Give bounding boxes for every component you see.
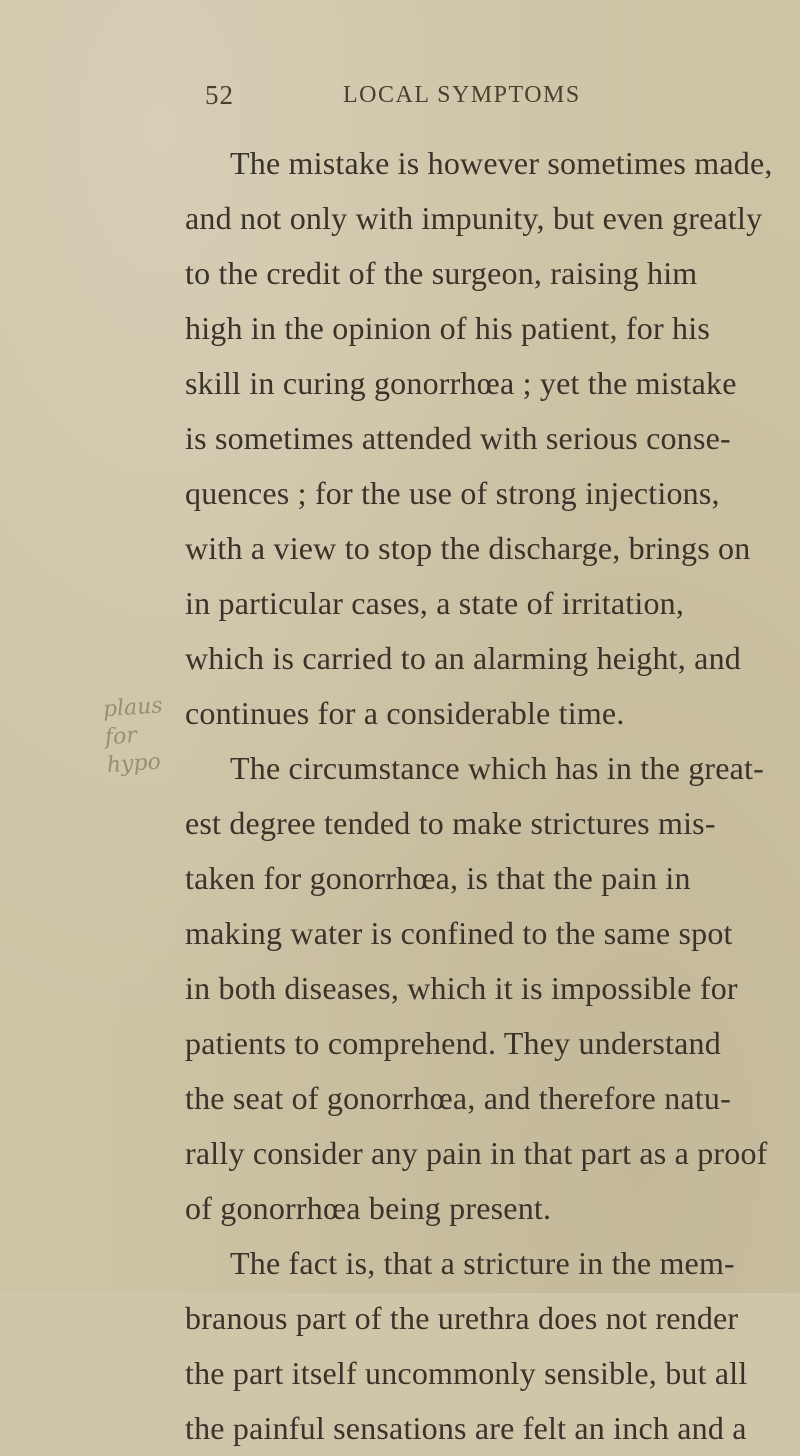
running-head: LOCAL SYMPTOMS xyxy=(343,82,581,108)
text-line: making water is confined to the same spot xyxy=(185,915,733,951)
text-line: est degree tended to make strictures mis- xyxy=(185,805,716,841)
text-line: the part itself uncommonly sensible, but all xyxy=(185,1355,748,1391)
text-line: in particular cases, a state of irritation, xyxy=(185,585,685,621)
text-line: The fact is, that a stricture in the mem- xyxy=(230,1245,735,1281)
text-line: taken for gonorrhœa, is that the pain in xyxy=(185,860,691,896)
body-text xyxy=(185,136,773,1456)
text-line: branous part of the urethra does not render xyxy=(185,1300,739,1336)
text-line: The mistake is however sometimes made, xyxy=(230,145,773,181)
margin-note-line: hypo xyxy=(106,749,162,779)
page-header xyxy=(205,80,675,120)
text-line: and not only with impunity, but even greatly xyxy=(185,200,763,236)
text-line: the seat of gonorrhœa, and therefore natu- xyxy=(185,1080,731,1116)
text-line: to the credit of the surgeon, raising him xyxy=(185,255,698,291)
page-number: 52 xyxy=(205,80,234,110)
text-line: patients to comprehend. They understand xyxy=(185,1025,721,1061)
text-line: in both diseases, which it is impossible for xyxy=(185,970,738,1006)
paragraph xyxy=(185,136,773,741)
text-line: of gonorrhœa being present. xyxy=(185,1190,552,1226)
text-line: the painful sensations are felt an inch and a xyxy=(185,1410,747,1446)
text-line: is sometimes attended with serious conse- xyxy=(185,420,731,456)
margin-note-line: plaus xyxy=(102,693,164,723)
paragraph xyxy=(185,1236,748,1456)
text-line: skill in curing gonorrhœa ; yet the mistake xyxy=(185,365,737,401)
text-line: The circumstance which has in the great- xyxy=(230,750,764,786)
paragraph xyxy=(185,741,768,1236)
text-line: continues for a considerable time. xyxy=(185,695,625,731)
text-line: which is carried to an alarming height, and xyxy=(185,640,741,676)
margin-note-line: for xyxy=(104,723,138,751)
text-line: with a view to stop the discharge, brings on xyxy=(185,530,751,566)
text-line: quences ; for the use of strong injections, xyxy=(185,475,720,511)
text-line: high in the opinion of his patient, for his xyxy=(185,310,710,346)
text-line: rally consider any pain in that part as a proof xyxy=(185,1135,768,1171)
